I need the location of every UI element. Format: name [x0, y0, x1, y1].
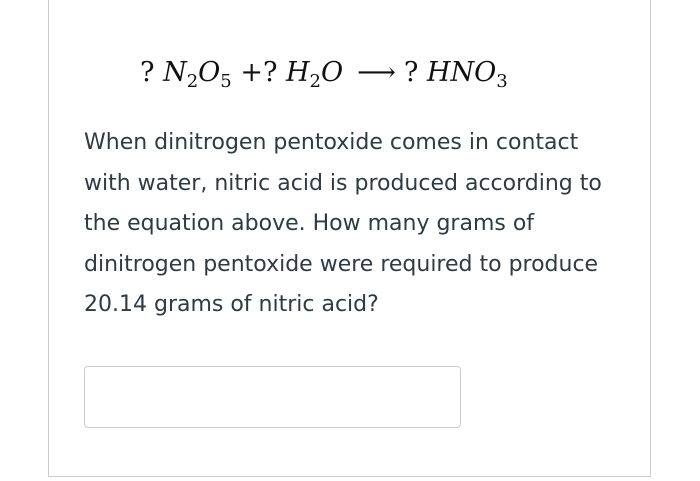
product-subscript: 3 — [496, 71, 508, 92]
question-text: When dinitrogen pentoxide comes in contact with water, nitric acid is produced according to the equation above. How many grams of dinitrogen pentoxide were required to produce 20.14 grams of nitric acid? — [84, 130, 602, 317]
answer-input[interactable] — [84, 366, 461, 428]
reactant-1-element-o: O — [198, 57, 221, 88]
reactant-2-element-h: H — [286, 57, 310, 88]
reactant-2-subscript: 2 — [309, 71, 321, 92]
coefficient-3: ? — [403, 57, 427, 88]
reaction-arrow: ⟶ — [357, 57, 396, 88]
reactant-1-subscript-1: 2 — [186, 71, 199, 92]
product-formula: HNO — [426, 57, 497, 88]
coefficient-1: ? — [140, 57, 164, 88]
chemical-equation — [140, 53, 508, 93]
reactant-1-subscript-2: 5 — [220, 71, 232, 92]
plus-coefficient-2: +? — [231, 57, 286, 88]
reactant-2-element-o: O — [321, 57, 344, 88]
reactant-1-element-n: N — [163, 57, 187, 88]
